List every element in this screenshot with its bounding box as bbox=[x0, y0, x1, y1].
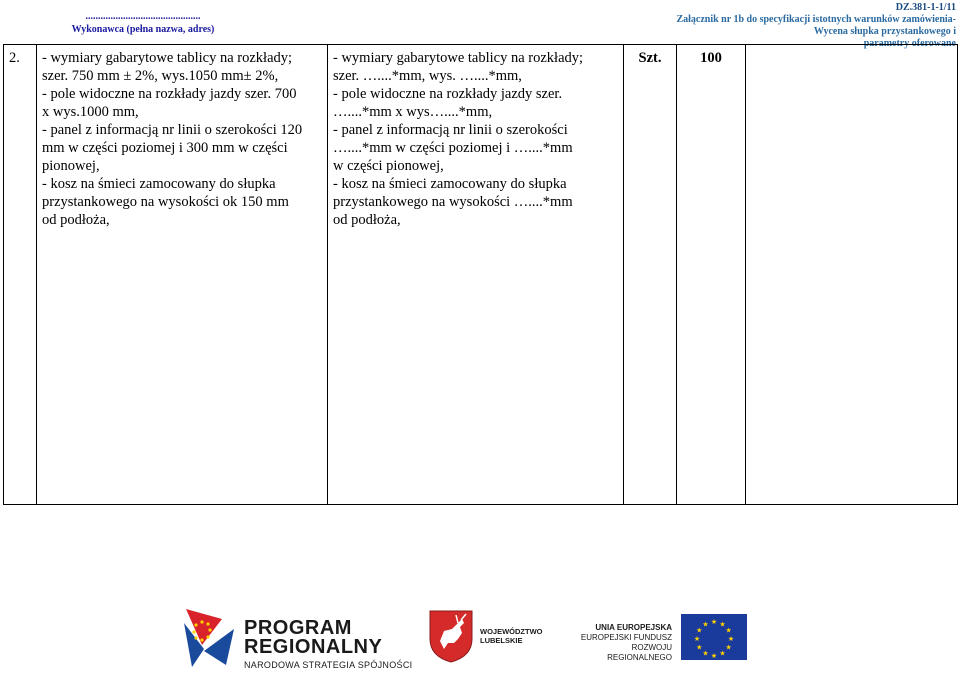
svg-text:★: ★ bbox=[710, 618, 718, 626]
program-regionalny-logo bbox=[182, 605, 240, 671]
description-line: od podłoża, bbox=[42, 212, 110, 228]
offer-line: przystankowego na wysokości …....*mm bbox=[333, 194, 573, 210]
row-number: 2. bbox=[4, 45, 37, 505]
eu-line-2: EUROPEJSKI FUNDUSZ bbox=[580, 633, 672, 642]
empty-cell bbox=[746, 45, 958, 505]
specification-table bbox=[3, 44, 958, 505]
offer-line: …....*mm w części poziomej i …....*mm bbox=[333, 140, 573, 156]
attachment-header bbox=[626, 2, 956, 50]
footer-logos bbox=[0, 597, 960, 677]
description-line: pionowej, bbox=[42, 158, 100, 174]
svg-text:★: ★ bbox=[727, 635, 735, 643]
table-row bbox=[4, 45, 958, 505]
svg-text:★: ★ bbox=[725, 626, 732, 635]
svg-text:★: ★ bbox=[702, 649, 709, 658]
svg-text:★: ★ bbox=[702, 620, 709, 629]
eu-line-3: ROZWOJU REGIONALNEGO bbox=[607, 643, 672, 662]
svg-text:★: ★ bbox=[725, 643, 732, 652]
lubelskie-coat-of-arms-icon bbox=[428, 609, 474, 663]
description-line: przystankowego na wysokości ok 150 mm bbox=[42, 194, 289, 210]
voivodeship-text bbox=[480, 627, 543, 645]
description-line: - kosz na śmieci zamocowany do słupka bbox=[42, 176, 276, 192]
eu-fund-text bbox=[568, 623, 672, 663]
program-regionalny-text bbox=[244, 619, 412, 670]
offer-line: - kosz na śmieci zamocowany do słupka bbox=[333, 176, 567, 192]
contractor-header bbox=[28, 10, 258, 36]
offered-parameters[interactable] bbox=[328, 45, 624, 505]
offer-line: od podłoża, bbox=[333, 212, 401, 228]
description-line: szer. 750 mm ± 2%, wys.1050 mm± 2%, bbox=[42, 68, 279, 84]
offer-line: …....*mm x wys…....*mm, bbox=[333, 104, 493, 120]
voivodeship-line-2: LUBELSKIE bbox=[480, 636, 523, 645]
svg-text:★: ★ bbox=[710, 652, 718, 660]
regionalny-title: REGIONALNY bbox=[244, 636, 383, 658]
offer-line: - panel z informacją nr linii o szerokości bbox=[333, 122, 568, 138]
eu-line-1: UNIA EUROPEJSKA bbox=[595, 623, 672, 632]
offer-line: w części pionowej, bbox=[333, 158, 444, 174]
requirement-description bbox=[37, 45, 328, 505]
attachment-line-2: Wycena słupka przystankowego i bbox=[813, 26, 956, 37]
description-line: mm w części poziomej i 300 mm w części bbox=[42, 140, 288, 156]
eu-flag-icon bbox=[681, 614, 747, 660]
offer-line: szer. …....*mm, wys. …....*mm, bbox=[333, 68, 522, 84]
svg-text:★: ★ bbox=[719, 649, 726, 658]
svg-text:★: ★ bbox=[719, 620, 726, 629]
offer-line: - wymiary gabarytowe tablicy na rozkłady; bbox=[333, 50, 584, 66]
description-line: - wymiary gabarytowe tablicy na rozkłady; bbox=[42, 50, 293, 66]
strategy-subtitle: NARODOWA STRATEGIA SPÓJNOŚCI bbox=[244, 660, 413, 670]
contractor-dots: .............................................. bbox=[85, 11, 201, 22]
description-line: - pole widoczne na rozkłady jazdy szer. 700 bbox=[42, 86, 297, 102]
attachment-line-1: Załącznik nr 1b do specyfikacji istotnych warunków zamówienia- bbox=[676, 14, 956, 25]
description-line: - panel z informacją nr linii o szerokości 120 bbox=[42, 122, 303, 138]
program-title: PROGRAM bbox=[244, 617, 352, 639]
svg-text:★: ★ bbox=[696, 643, 703, 652]
voivodeship-line-1: WOJEWÓDZTWO bbox=[480, 627, 543, 636]
quantity-cell: 100 bbox=[677, 45, 746, 505]
description-line: x wys.1000 mm, bbox=[42, 104, 139, 120]
document-number: DZ.381-1-1/11 bbox=[895, 2, 956, 13]
svg-text:★: ★ bbox=[693, 635, 701, 643]
contractor-label: Wykonawca (pełna nazwa, adres) bbox=[71, 24, 215, 35]
unit-cell: Szt. bbox=[624, 45, 677, 505]
offer-line: - pole widoczne na rozkłady jazdy szer. bbox=[333, 86, 563, 102]
attachment-line-3: parametry oferowane bbox=[863, 38, 956, 49]
svg-text:★: ★ bbox=[696, 626, 703, 635]
